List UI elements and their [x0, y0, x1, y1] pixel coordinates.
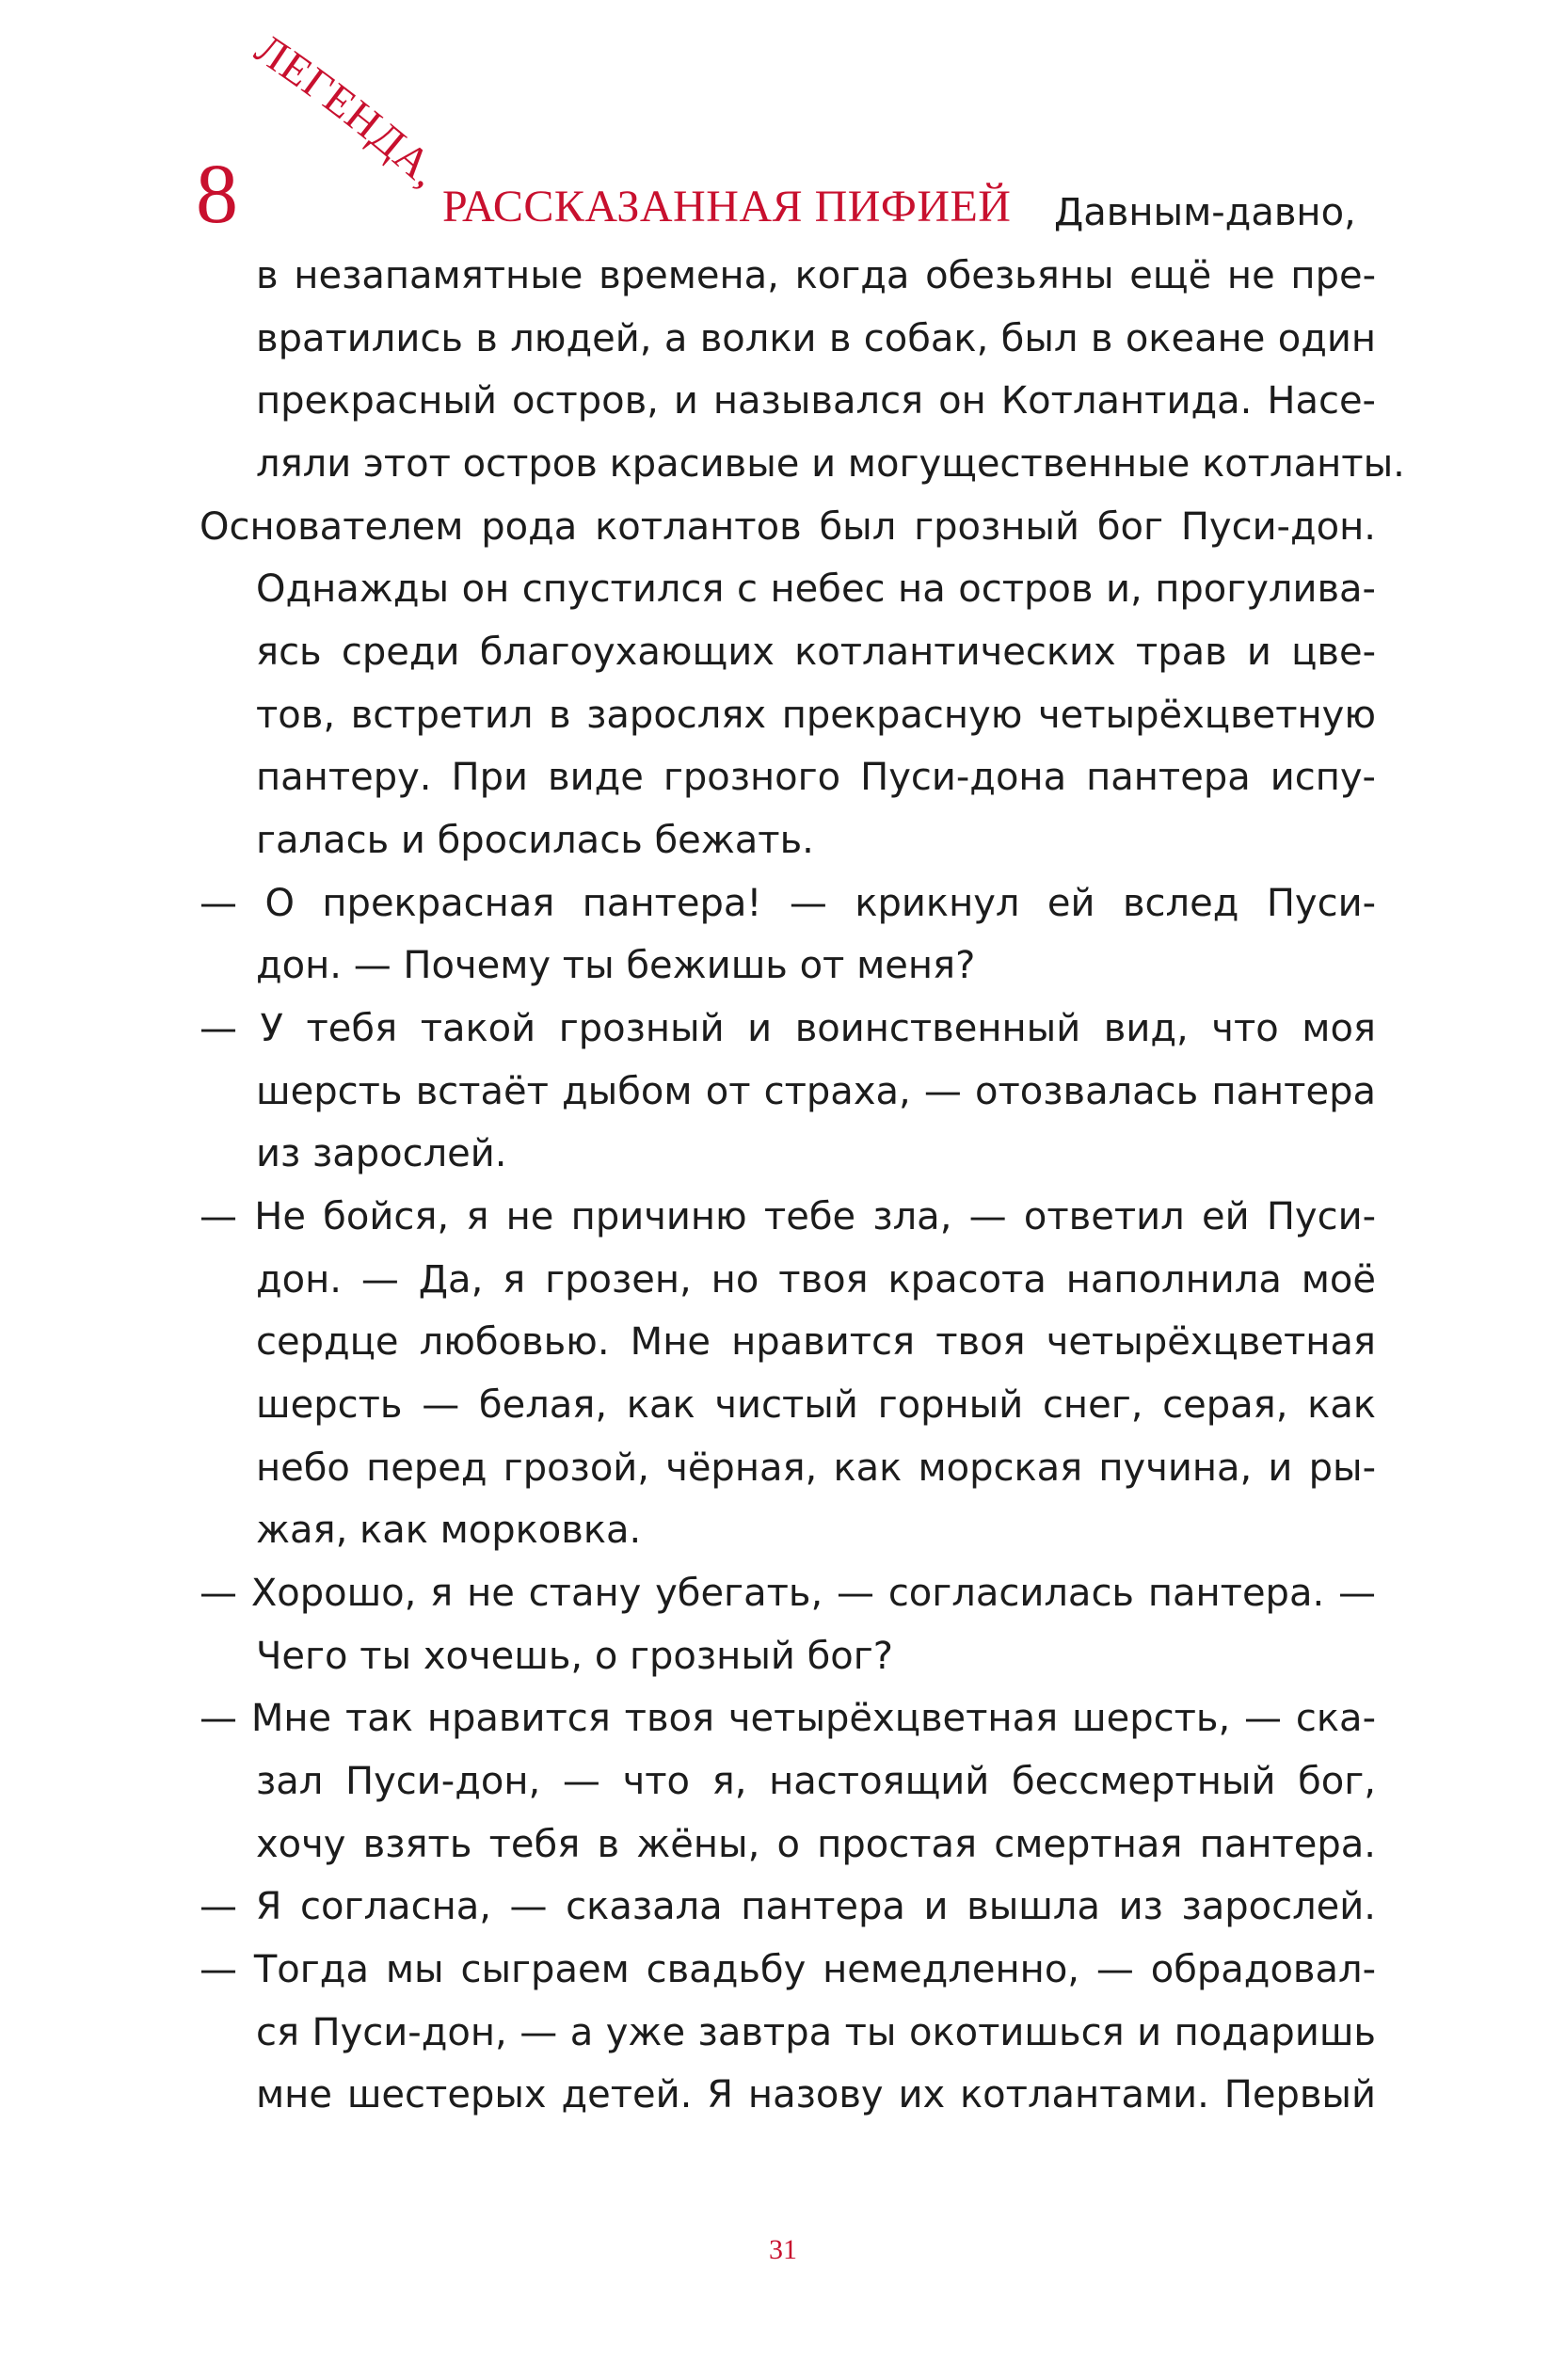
text-line: — Мне так нравится твоя четырёхцветная шерсть, — ска- — [200, 1697, 1376, 1740]
text-line: шерсть встаёт дыбом от страха, — отозвалась пантера — [256, 1070, 1376, 1113]
text-line: сердце любовью. Мне нравится твоя четырёхцветная — [256, 1320, 1376, 1364]
text-line: Чего ты хочешь, о грозный бог? — [256, 1635, 893, 1678]
text-line: — О прекрасная пантера! — крикнул ей вслед Пуси- — [200, 882, 1376, 925]
page-number: 31 — [769, 2234, 797, 2265]
text-line: жая, как морковка. — [256, 1509, 642, 1552]
chapter-heading: РАССКАЗАННАЯ ПИФИЕЙ — [442, 182, 1012, 232]
text-line: Однажды он спустился с небес на остров и, прогулива- — [256, 567, 1376, 611]
text-line: дон. — Почему ты бежишь от меня? — [256, 944, 976, 987]
text-line: — Не бойся, я не причиню тебе зла, — ответил ей Пуси- — [200, 1195, 1376, 1238]
text-line: Давным-давно, — [1054, 191, 1356, 234]
text-line: дон. — Да, я грозен, но твоя красота наполнила моё — [256, 1258, 1376, 1302]
text-line: — Хорошо, я не стану убегать, — согласилась пантера. — — [200, 1572, 1376, 1615]
text-line: ясь среди благоухающих котлантических трав и цве- — [256, 631, 1376, 674]
text-line: — Я согласна, — сказала пантера и вышла из зарослей. — [200, 1885, 1376, 1928]
text-line: — У тебя такой грозный и воинственный вид, что моя — [200, 1007, 1376, 1050]
chapter-heading-arc-text: ЛЕГЕНДА, — [247, 24, 450, 197]
text-line: тов, встретил в зарослях прекрасную четырёхцветную — [256, 694, 1376, 737]
text-line: Основателем рода котлантов был грозный бог Пуси-дон. — [200, 505, 1376, 549]
text-line: небо перед грозой, чёрная, как морская пучина, и ры- — [256, 1446, 1376, 1490]
text-line: в незапамятные времена, когда обезьяны ещё не пре- — [256, 254, 1376, 297]
text-line: вратились в людей, а волки в собак, был в океане один — [256, 317, 1376, 360]
text-line: ляли этот остров красивые и могущественные котланты. — [256, 442, 1405, 486]
text-line: пантеру. При виде грозного Пуси-дона пантера испу- — [256, 756, 1376, 799]
text-line: мне шестерых детей. Я назову их котлантами. Первый — [256, 2073, 1376, 2116]
text-line: галась и бросилась бежать. — [256, 819, 814, 862]
text-line: шерсть — белая, как чистый горный снег, серая, как — [256, 1383, 1376, 1427]
text-line: ся Пуси-дон, — а уже завтра ты окотишься и подаришь — [256, 2011, 1376, 2054]
text-line: прекрасный остров, и назывался он Котлантида. Насе- — [256, 379, 1376, 423]
text-line: из зарослей. — [256, 1132, 507, 1175]
text-line: зал Пуси-дон, — что я, настоящий бессмертный бог, — [256, 1760, 1376, 1803]
chapter-number: 8 — [196, 148, 238, 241]
text-line: — Тогда мы сыграем свадьбу немедленно, — обрадовал- — [200, 1948, 1376, 1991]
text-line: хочу взять тебя в жёны, о простая смертная пантера. — [256, 1823, 1376, 1866]
